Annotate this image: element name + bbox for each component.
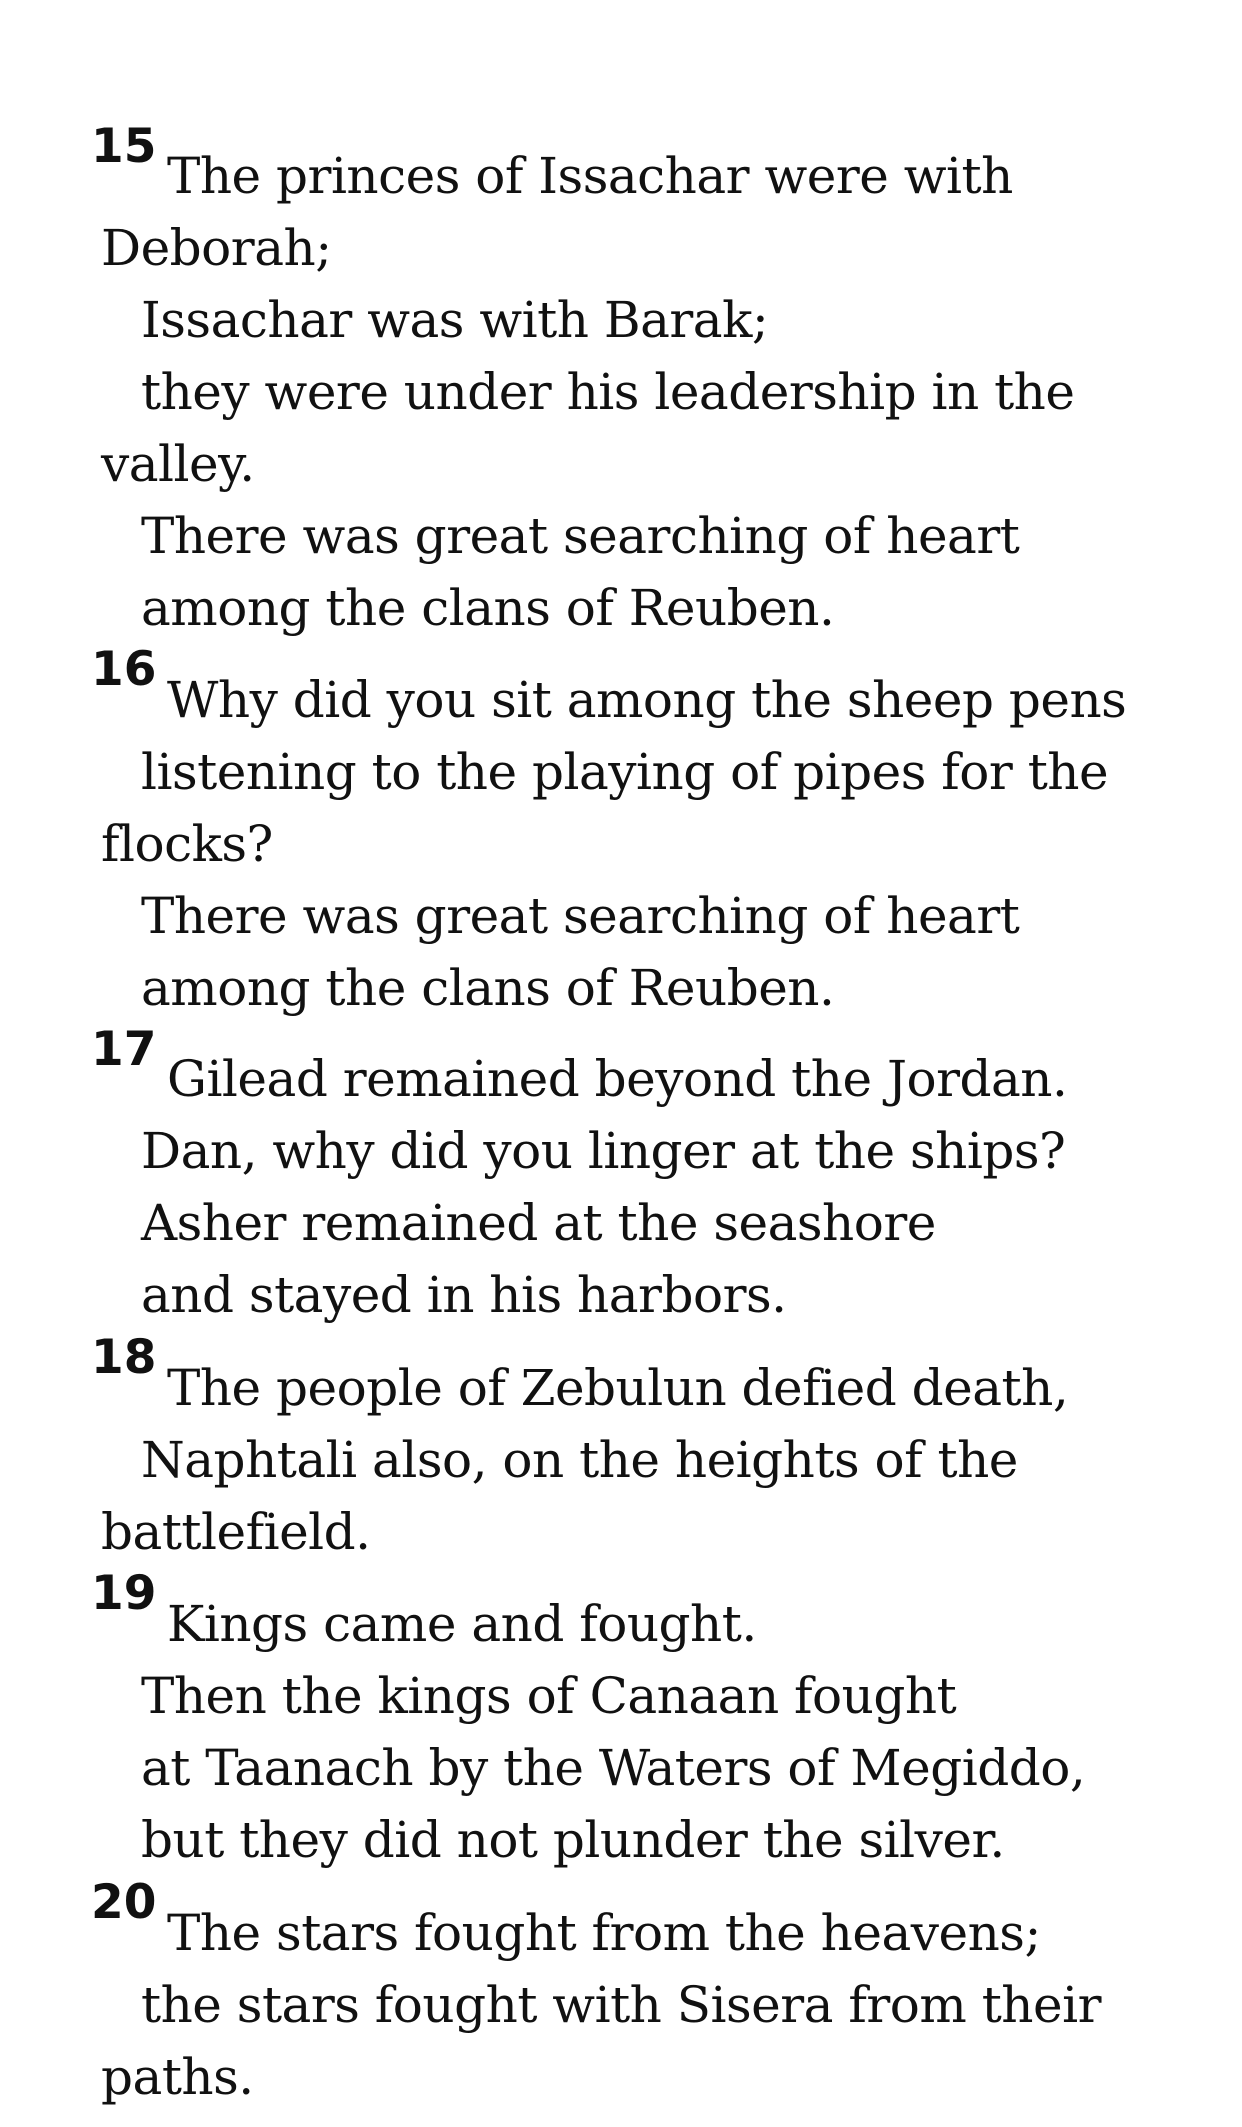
verse-line: There was great searching of heart [141,507,1020,565]
verse-line: Issachar was with Barak; [141,291,769,349]
verse-line: Asher remained at the seashore [141,1194,936,1252]
verse-line: the stars fought with Sisera from their [141,1976,1101,2034]
verse-line: but they did not plunder the silver. [141,1811,1005,1869]
verse-line: battlefield. [101,1503,371,1561]
verse-line: The people of Zebulun defied death, [167,1359,1069,1417]
verse-line: The stars fought from the heavens; [167,1904,1041,1962]
verse-line: and stayed in his harbors. [141,1266,787,1324]
verse-line: Why did you sit among the sheep pens [167,671,1127,729]
verse-line: listening to the playing of pipes for the [141,743,1109,801]
verse-line: Dan, why did you linger at the ships? [141,1122,1066,1180]
verse-number: 19 [91,1566,157,1621]
verse-line: The princes of Issachar were with [167,147,1013,205]
verse-line: Then the kings of Canaan fought [141,1667,957,1725]
verse-number: 16 [91,642,157,697]
verse-line: Kings came and fought. [167,1595,757,1653]
verse-line: Gilead remained beyond the Jordan. [167,1050,1068,1108]
verse-number: 17 [91,1022,157,1077]
verse-line: at Taanach by the Waters of Megiddo, [141,1739,1086,1797]
verse-number: 18 [91,1330,157,1385]
verse-line: flocks? [101,815,273,873]
verse-line: among the clans of Reuben. [141,959,835,1017]
verse-line: paths. [101,2048,254,2106]
verse-line: they were under his leadership in the [141,363,1075,421]
verse-line: among the clans of Reuben. [141,579,835,637]
verse-line: Deborah; [101,219,332,277]
verse-line: There was great searching of heart [141,887,1020,945]
verse-number: 15 [91,119,157,174]
verse-number: 20 [91,1875,157,1930]
verse-line: Naphtali also, on the heights of the [141,1431,1018,1489]
verse-line: valley. [101,435,255,493]
